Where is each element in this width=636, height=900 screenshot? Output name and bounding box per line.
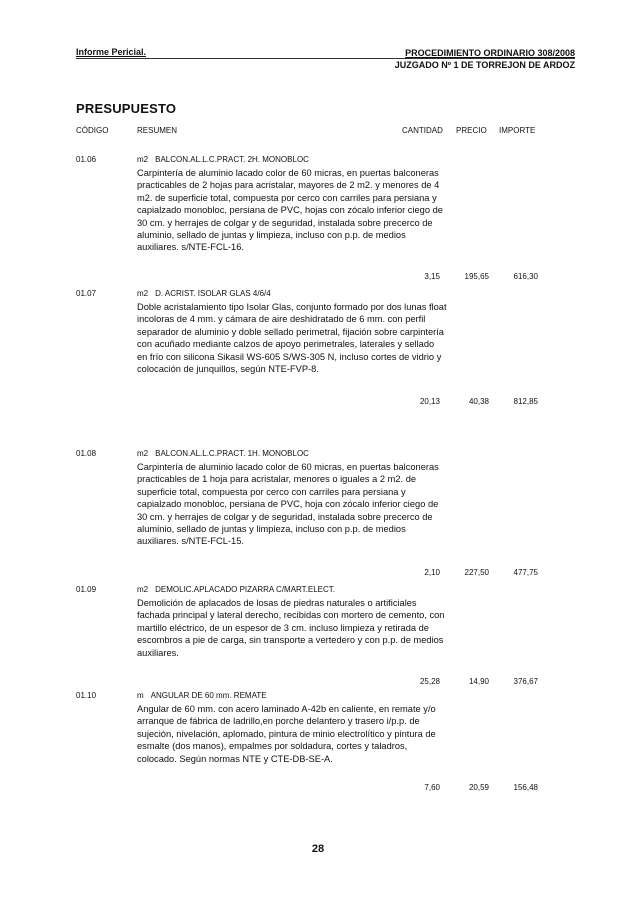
item-title [137, 585, 335, 594]
item-title [137, 155, 309, 164]
item-unit: m [137, 691, 144, 700]
item-quantity: 25,28 [419, 677, 440, 686]
header-court: JUZGADO Nº 1 DE TORREJON DE ARDOZ [394, 60, 575, 70]
item-code: 01.08 [76, 449, 97, 458]
item-price: 195,65 [464, 272, 489, 281]
item-price: 40,38 [468, 397, 489, 406]
item-unit: m2 [137, 449, 149, 458]
page-number: 28 [311, 843, 325, 855]
column-header-amount: IMPORTE [499, 126, 536, 135]
header-case-info [395, 47, 575, 71]
item-title [137, 691, 267, 700]
item-quantity: 2,10 [424, 568, 440, 577]
item-quantity: 7,60 [424, 783, 440, 792]
item-code: 01.06 [76, 155, 97, 164]
item-quantity: 3,15 [424, 272, 440, 281]
item-name: DEMOLIC.APLACADO PIZARRA C/MART.ELECT. [155, 585, 336, 594]
item-amount: 376,67 [513, 677, 538, 686]
column-header-price: PRECIO [456, 126, 487, 135]
item-price: 14,90 [468, 677, 489, 686]
header-procedure: PROCEDIMIENTO ORDINARIO 308/2008 [405, 48, 575, 58]
item-description: Carpintería de aluminio lacado color de 60 micras, en puertas balconeras practicables de 2 hojas para acristalar, mayores de 2 m2. y menores de 4 m2. de superficie total, compuesta por cerco con carriles para persiana y capialzado monobloc, persiana de PVC, hojas con zócalo inferior ciego de 30 cm. y herrajes de colgar y de seguridad, instalada sobre precerco de aluminio, sellado de juntas y limpieza, incluso con p.p. de medios auxiliares. s/NTE-FCL-16. [137, 168, 443, 253]
header-divider [76, 58, 575, 59]
item-price: 227,50 [464, 568, 489, 577]
item-quantity: 20,13 [419, 397, 440, 406]
item-description: Doble acristalamiento tipo Isolar Glas, conjunto formado por dos lunas float incoloras de 4 mm. y cámara de aire deshidratado de 6 mm. con perfil separador de aluminio y doble sellado perimetral, fijación sobre carpintería con acuñado mediante calzos de apoyo perimetrales, laterales y sellado en frío con silicona Sikasil WS-605 S/WS-305 N, incluso cortes de vidrio y colocación de junquillos, según NTE-FVP-8. [137, 302, 447, 375]
item-amount: 156,48 [513, 783, 538, 792]
item-amount: 616,30 [513, 272, 538, 281]
item-code: 01.09 [76, 585, 97, 594]
item-title [137, 289, 271, 298]
item-description: Demolición de aplacados de losas de piedras naturales o artificiales fachada principal y lateral derecho, recibidas con mortero de cemento, con martillo eléctrico, de un espesor de 3 cm. incluso limpieza y retirada de escombros a pie de carga, sin transporte a vertedero y con p.p. de medios auxiliares. [137, 598, 445, 658]
column-header-code: CÓDIGO [76, 126, 109, 135]
item-name: BALCON.AL.L.C.PRACT. 1H. MONOBLOC [155, 449, 309, 458]
item-name: ANGULAR DE 60 mm. REMATE [150, 691, 267, 700]
column-header-summary: RESUMEN [137, 126, 178, 135]
item-unit: m2 [137, 289, 149, 298]
item-unit: m2 [137, 155, 149, 164]
item-name: BALCON.AL.L.C.PRACT. 2H. MONOBLOC [155, 155, 309, 164]
header-report-title: Informe Pericial. [76, 47, 147, 57]
item-unit: m2 [137, 585, 149, 594]
section-title: PRESUPUESTO [76, 101, 177, 116]
item-code: 01.07 [76, 289, 97, 298]
item-description: Angular de 60 mm. con acero laminado A-42b en caliente, en remate y/o arranque de fábrica de ladrillo,en porche delantero y trasero i/p.p. de sujeción, nivelación, aplomado, pintura de minio electrolítico y pintura de esmalte (dos manos), empalmes por soldadura, cortes y taladros, colocado. Según normas NTE y CTE-DB-SE-A. [137, 704, 436, 764]
item-description: Carpintería de aluminio lacado color de 60 micras, en puertas balconeras practicables de 1 hoja para acristalar, menores o iguales a 2 m2. de superficie total, compuesta por cerco con carriles para persiana y capialzado monobloc, persiana de PVC, hoja con zócalo inferior ciego de 30 cm. y herrajes de colgar y de seguridad, instalada sobre precerco de aluminio, sellado de juntas y limpieza, incluso con p.p. de medios auxiliares. s/NTE-FCL-15. [137, 462, 439, 547]
column-header-quantity: CANTIDAD [402, 126, 443, 135]
item-name: D. ACRIST. ISOLAR GLAS 4/6/4 [155, 289, 271, 298]
item-code: 01.10 [76, 691, 97, 700]
item-amount: 812,85 [513, 397, 538, 406]
item-price: 20,59 [468, 783, 489, 792]
item-amount: 477,75 [513, 568, 538, 577]
item-title [137, 449, 309, 458]
